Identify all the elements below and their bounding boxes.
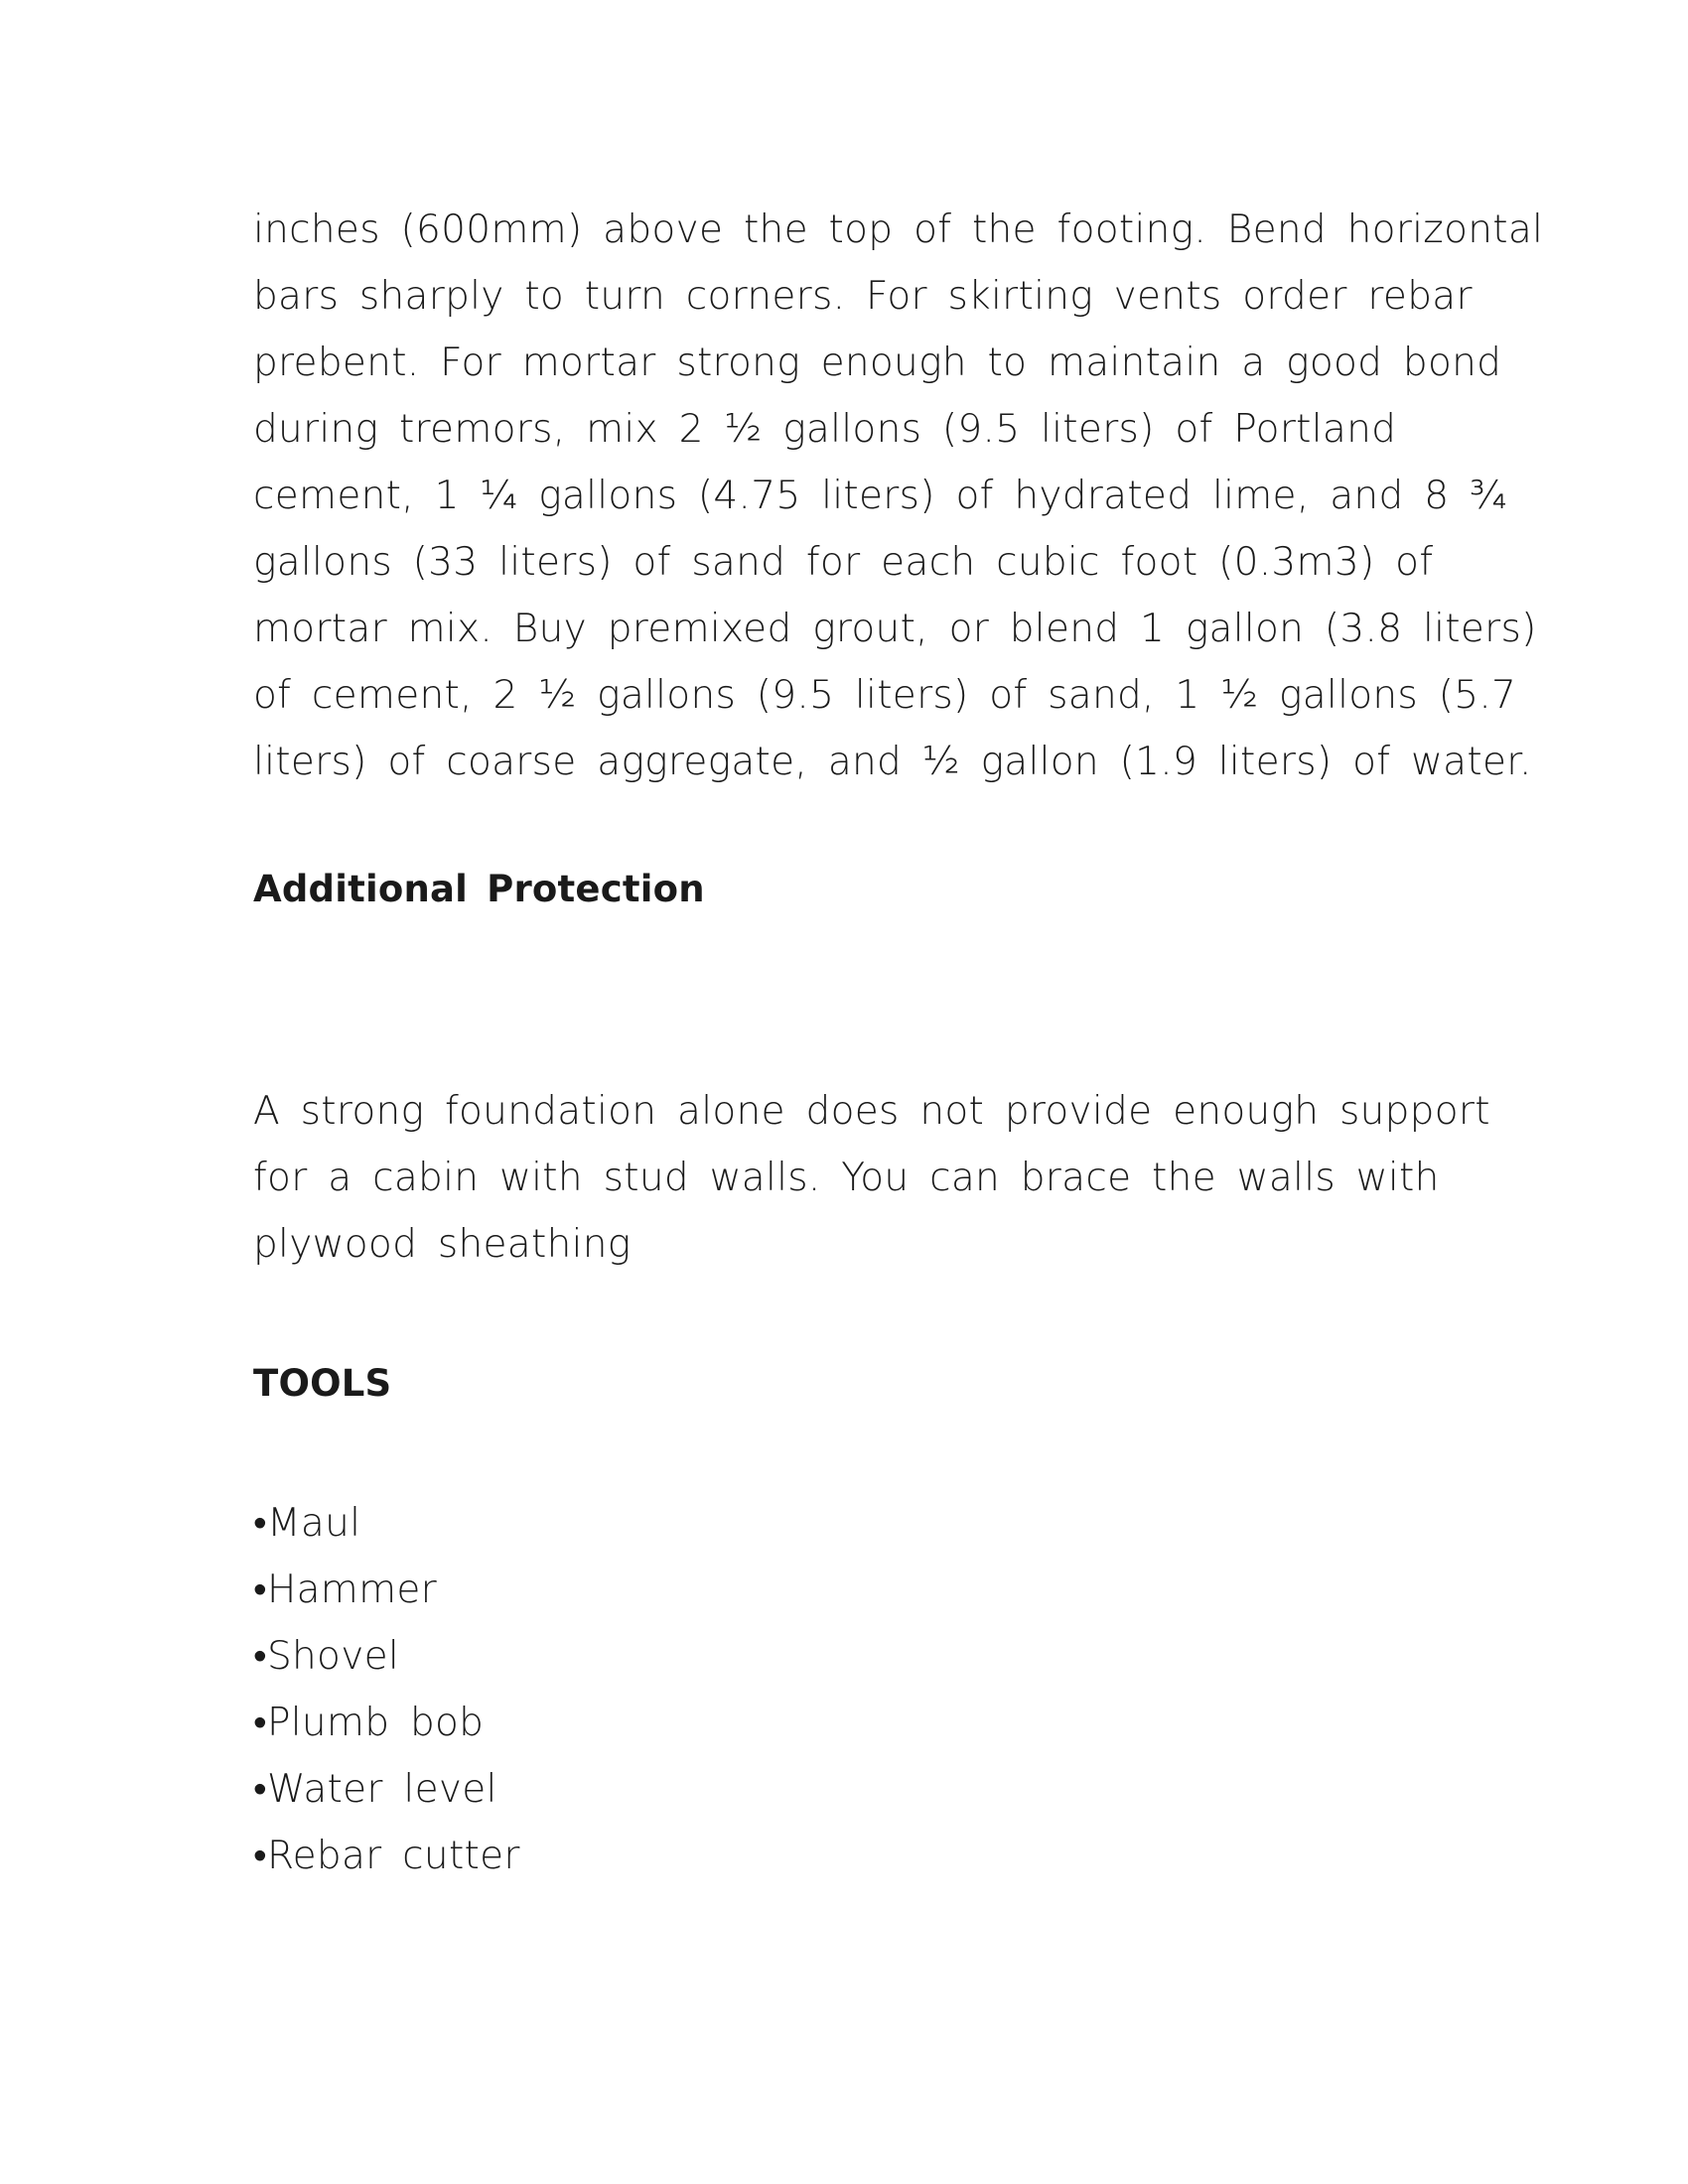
- paragraph-line: for a cabin with stud walls. You can brace the walls with: [253, 1156, 1440, 1200]
- paragraph-foundation-support: [253, 1078, 1490, 1278]
- paragraph-line: plywood sheathing: [253, 1222, 632, 1267]
- paragraph-line: mortar mix. Buy premixed grout, or blend 1 gallon (3.8 liters): [253, 607, 1537, 651]
- paragraph-line: A strong foundation alone does not provide enough support: [253, 1089, 1490, 1134]
- paragraph-line: prebent. For mortar strong enough to maintain a good bond: [253, 341, 1502, 385]
- tool-item-plumb-bob: •Plumb bob: [253, 1701, 485, 1745]
- heading-additional-protection: Additional Protection: [253, 868, 705, 910]
- tools-list: [253, 1490, 1435, 1889]
- tool-item-rebar-cutter: •Rebar cutter: [253, 1834, 520, 1878]
- tool-item-water-level: •Water level: [253, 1767, 497, 1812]
- document-page: [253, 197, 1544, 1905]
- tool-item-hammer: •Hammer: [253, 1568, 437, 1612]
- heading-tools: TOOLS: [253, 1362, 392, 1405]
- paragraph-line: bars sharply to turn corners. For skirting vents order rebar: [253, 274, 1473, 319]
- paragraph-line: of cement, 2 ½ gallons (9.5 liters) of sand, 1 ½ gallons (5.7: [253, 673, 1517, 718]
- paragraph-line: cement, 1 ¼ gallons (4.75 liters) of hydrated lime, and 8 ¾: [253, 474, 1508, 518]
- paragraph-line: during tremors, mix 2 ½ gallons (9.5 liters) of Portland: [253, 407, 1397, 452]
- paragraph-line: inches (600mm) above the top of the footing. Bend horizontal: [253, 207, 1544, 252]
- paragraph-mortar-mix: [253, 197, 1544, 795]
- paragraph-line: gallons (33 liters) of sand for each cubic foot (0.3m3) of: [253, 540, 1434, 585]
- paragraph-line: liters) of coarse aggregate, and ½ gallon (1.9 liters) of water.: [253, 740, 1532, 784]
- tool-item-shovel: •Shovel: [253, 1634, 399, 1679]
- tool-item-maul: •Maul: [253, 1501, 361, 1546]
